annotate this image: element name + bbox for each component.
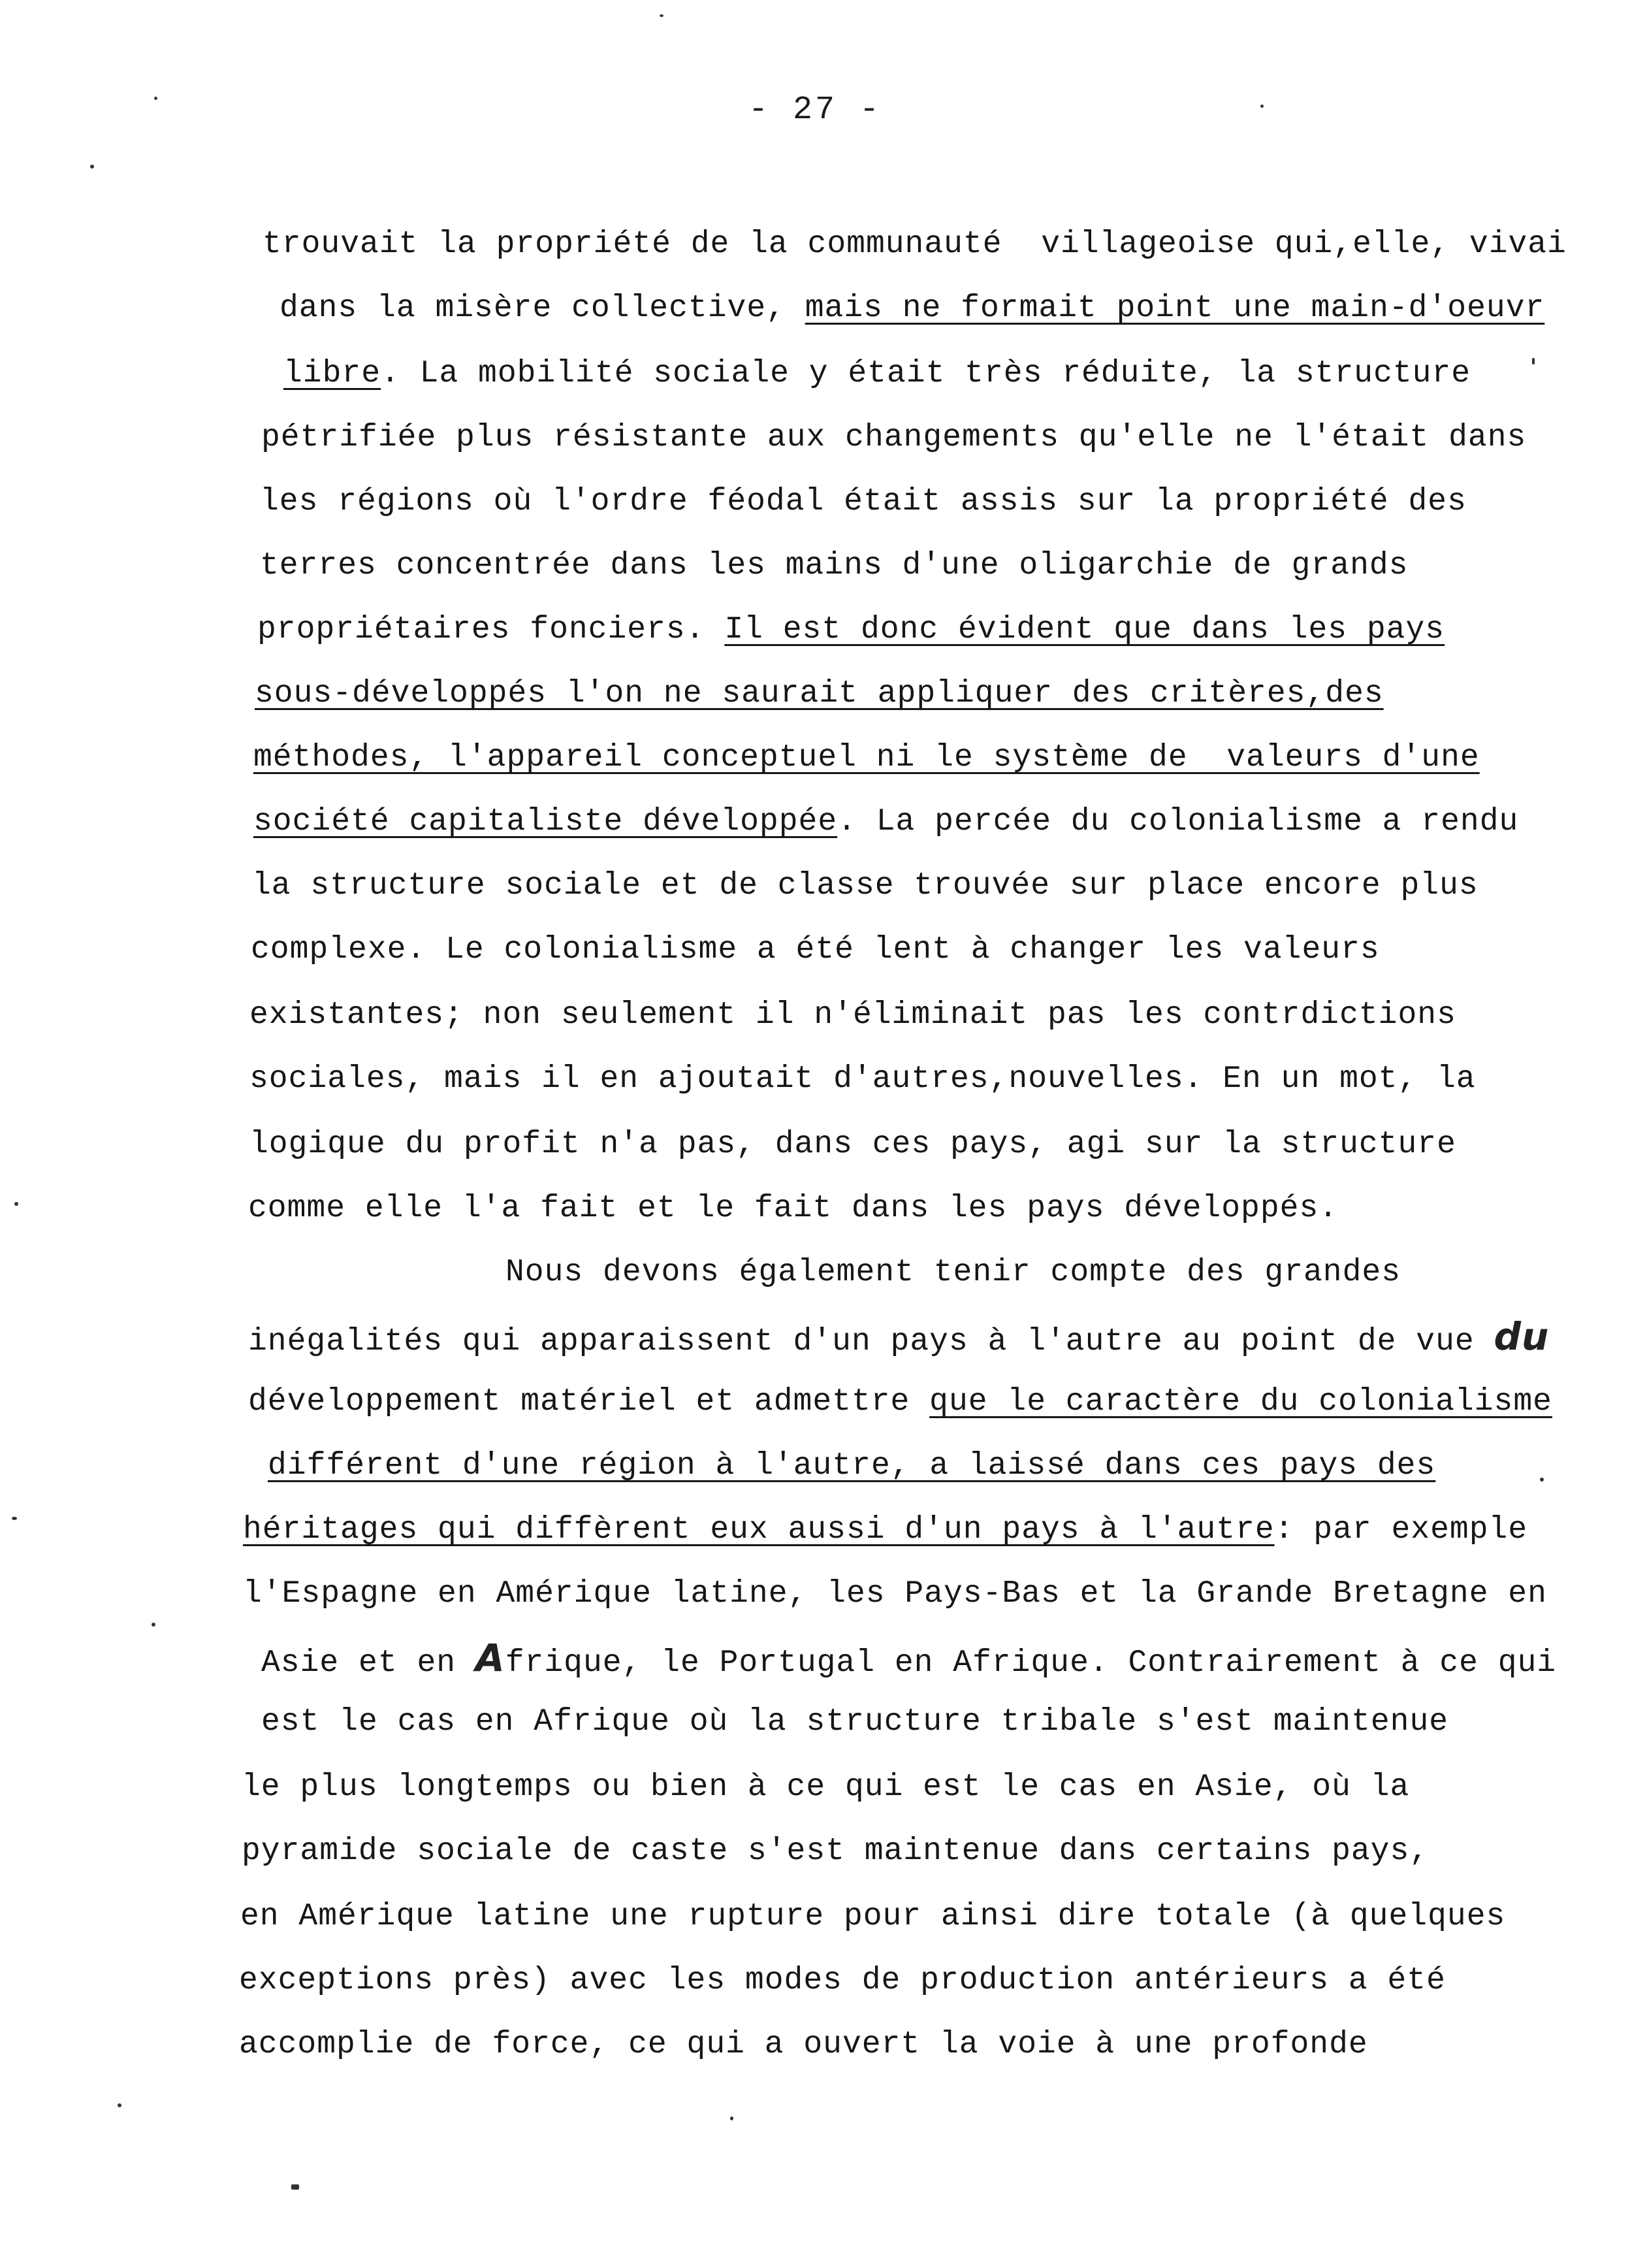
text-segment: . La percée du colonialisme a rendu: [837, 804, 1519, 839]
text-line: [268, 1446, 1435, 1485]
scan-speck: [152, 1623, 155, 1627]
text-segment: pyramide sociale de caste s'est maintenue dans certains pays,: [242, 1834, 1430, 1869]
handwritten-correction: du: [1494, 1314, 1550, 1359]
text-line: [243, 1574, 1547, 1613]
text-line: [249, 1125, 1456, 1164]
text-segment: développement matériel et admettre: [248, 1384, 930, 1419]
text-line: [249, 1060, 1476, 1099]
text-segment: frique, le Portugal en Afrique. Contrairement à ce qui: [505, 1645, 1557, 1681]
scan-speck: [1532, 358, 1535, 364]
text-segment: comme elle l'a fait et le fait dans les pays développés.: [248, 1191, 1339, 1226]
scan-speck: [1540, 1478, 1544, 1482]
underlined-text: différent d'une région à l'autre, a laissé dans ces pays des: [268, 1448, 1436, 1483]
text-line: [251, 930, 1380, 969]
text-segment: le plus longtemps ou bien à ce qui est le cas en Asie, où la: [242, 1770, 1410, 1805]
underlined-text: mais ne formait point une main-d'oeuvr: [805, 291, 1545, 326]
scan-speck: [14, 1202, 18, 1206]
text-segment: l'Espagne en Amérique latine, les Pays-Bas et la Grande Bretagne en: [243, 1576, 1547, 1612]
text-line: [248, 1189, 1338, 1228]
text-line: [255, 674, 1384, 713]
text-line: [260, 546, 1408, 585]
text-line: [261, 418, 1526, 457]
text-line: [505, 1253, 1401, 1292]
scan-speck: [154, 97, 157, 100]
text-line: [242, 1832, 1429, 1871]
text-line: [248, 1314, 1550, 1361]
text-segment: dans la misère collective,: [280, 291, 805, 326]
text-line: [280, 289, 1544, 328]
text-segment: les régions où l'ordre féodal était assis sur la propriété des: [260, 484, 1467, 519]
handwritten-correction: A: [475, 1636, 505, 1680]
text-line: [253, 802, 1518, 841]
text-line: [239, 1961, 1446, 2000]
text-segment: Nous devons également tenir compte des grandes: [505, 1255, 1401, 1290]
underlined-text: sous-développés l'on ne saurait appliquer des critères,des: [255, 676, 1384, 711]
scan-speck: [730, 2116, 733, 2120]
text-line: [240, 1897, 1505, 1936]
underlined-text: libre: [283, 356, 381, 391]
text-segment: complexe. Le colonialisme a été lent à changer les valeurs: [251, 932, 1380, 967]
scan-speck: [12, 1517, 17, 1520]
text-line: [243, 1510, 1527, 1549]
scan-speck: [291, 2184, 299, 2190]
text-line: [263, 225, 1567, 264]
text-segment: est le cas en Afrique où la structure tribale s'est maintenue: [261, 1704, 1449, 1740]
scan-speck: [660, 14, 663, 17]
text-line: [261, 1638, 1556, 1683]
scan-speck: [1260, 105, 1264, 108]
text-segment: pétrifiée plus résistante aux changements qu'elle ne l'était dans: [261, 420, 1527, 455]
text-segment: Asie et en: [261, 1645, 475, 1681]
text-segment: exceptions près) avec les modes de production antérieurs a été: [239, 1963, 1446, 1998]
text-segment: inégalités qui apparaissent d'un pays à l'autre au point de vue: [248, 1324, 1494, 1359]
underlined-text: société capitaliste développée: [253, 804, 838, 839]
underlined-text: héritages qui diffèrent eux aussi d'un pays à l'autre: [243, 1512, 1275, 1547]
text-line: [242, 1768, 1409, 1807]
scan-speck: [118, 2103, 121, 2107]
text-segment: la structure sociale et de classe trouvée sur place encore plus: [252, 868, 1478, 903]
text-segment: en Amérique latine une rupture pour ainsi dire totale (à quelques: [240, 1899, 1506, 1934]
scan-speck: [90, 165, 94, 169]
underlined-text: méthodes, l'appareil conceptuel ni le système de valeurs d'une: [253, 740, 1480, 775]
text-segment: terres concentrée dans les mains d'une oligarchie de grands: [260, 548, 1409, 583]
text-line: [261, 1702, 1448, 1742]
text-line: [252, 866, 1478, 905]
text-segment: sociales, mais il en ajoutait d'autres,nouvelles. En un mot, la: [249, 1061, 1476, 1097]
text-line: [249, 996, 1456, 1035]
text-line: [257, 610, 1445, 649]
text-segment: logique du profit n'a pas, dans ces pays, agi sur la structure: [249, 1127, 1456, 1162]
underlined-text: Il est donc évident que dans les pays: [724, 612, 1445, 647]
text-line: [253, 738, 1480, 777]
text-line: [248, 1382, 1552, 1421]
text-segment: : par exemple: [1274, 1512, 1528, 1547]
text-segment: trouvait la propriété de la communauté villageoise qui,elle, vivai: [263, 227, 1567, 262]
underlined-text: que le caractère du colonialisme: [929, 1384, 1552, 1419]
text-segment: . La mobilité sociale y était très réduite, la structure: [381, 356, 1471, 391]
text-line: [260, 482, 1467, 521]
text-segment: accomplie de force, ce qui a ouvert la voie à une profonde: [239, 2027, 1368, 2062]
text-segment: propriétaires fonciers.: [257, 612, 725, 647]
page-number: - 27 -: [748, 91, 882, 129]
text-segment: existantes; non seulement il n'éliminait pas les contrdictions: [249, 997, 1456, 1033]
text-line: [239, 2025, 1368, 2064]
text-line: [283, 354, 1471, 393]
